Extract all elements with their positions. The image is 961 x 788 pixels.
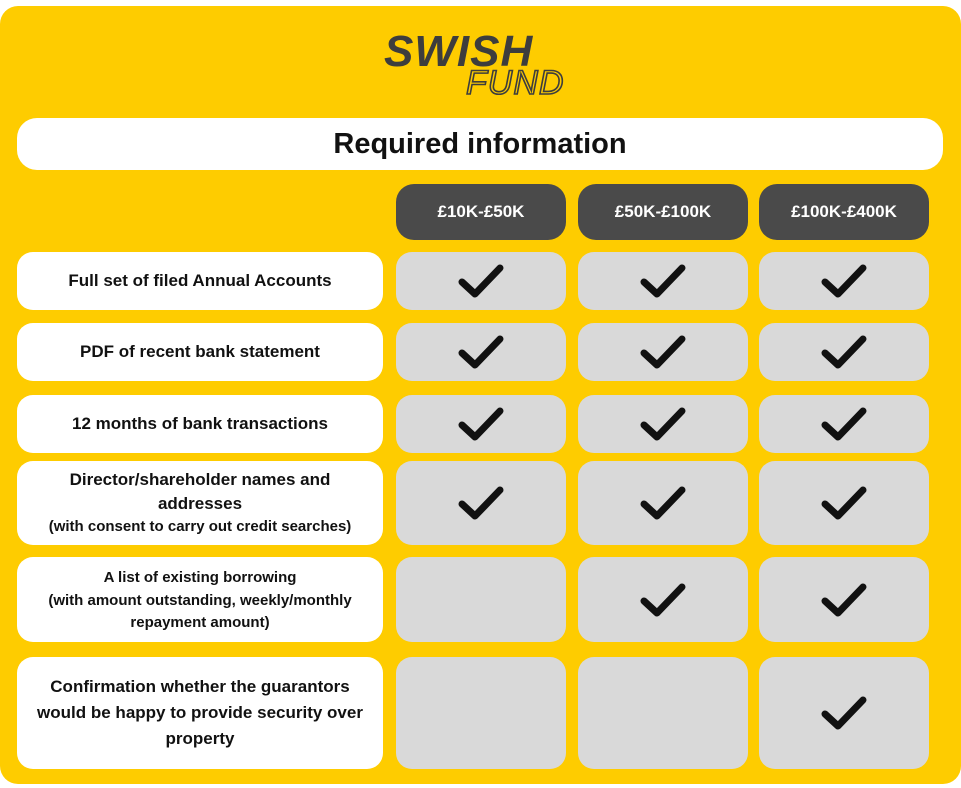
row-label-3: [17, 395, 383, 453]
cell-row6-col1: [396, 657, 566, 769]
check-icon: [820, 693, 868, 733]
row-label-4: [17, 461, 383, 545]
cell-row3-col2: [578, 395, 748, 453]
cell-row4-col3: [759, 461, 929, 545]
logo-word-fund: FUND: [466, 64, 565, 102]
check-icon: [639, 261, 687, 301]
column-header-10k-50k: £10K-£50K: [396, 184, 566, 240]
row-label-text: Confirmation whether the guarantors would be happy to provide security over property: [37, 677, 363, 748]
check-icon: [820, 483, 868, 523]
check-icon: [457, 261, 505, 301]
page-title: Required information: [17, 118, 943, 170]
cell-row1-col1: [396, 252, 566, 310]
cell-row5-col3: [759, 557, 929, 642]
cell-row4-col1: [396, 461, 566, 545]
row-label-6: [17, 657, 383, 769]
check-icon: [457, 404, 505, 444]
check-icon: [639, 332, 687, 372]
row-label-note: (with amount outstanding, weekly/monthly repayment amount): [48, 591, 352, 631]
cell-row3-col3: [759, 395, 929, 453]
cell-row1-col3: [759, 252, 929, 310]
row-label-text: PDF of recent bank statement: [80, 342, 320, 361]
cell-row6-col2: [578, 657, 748, 769]
check-icon: [639, 580, 687, 620]
row-label-2: [17, 323, 383, 381]
row-label-text: Director/shareholder names and addresses: [69, 470, 331, 513]
cell-row4-col2: [578, 461, 748, 545]
swish-fund-logo: [384, 27, 584, 102]
check-icon: [457, 332, 505, 372]
row-label-text: A list of existing borrowing: [103, 568, 297, 586]
check-icon: [639, 483, 687, 523]
cell-row1-col2: [578, 252, 748, 310]
check-icon: [820, 261, 868, 301]
row-label-1: [17, 252, 383, 310]
cell-row2-col1: [396, 323, 566, 381]
cell-row3-col1: [396, 395, 566, 453]
cell-row6-col3: [759, 657, 929, 769]
cell-row2-col2: [578, 323, 748, 381]
cell-row5-col2: [578, 557, 748, 642]
check-icon: [457, 483, 505, 523]
cell-row5-col1: [396, 557, 566, 642]
cell-row2-col3: [759, 323, 929, 381]
check-icon: [820, 332, 868, 372]
row-label-text: 12 months of bank transactions: [72, 414, 328, 433]
logo-word-swish: SWISH: [384, 27, 534, 76]
check-icon: [639, 404, 687, 444]
row-label-text: Full set of filed Annual Accounts: [68, 271, 332, 290]
check-icon: [820, 580, 868, 620]
row-label-note: (with consent to carry out credit searches): [48, 518, 352, 535]
row-label-5: [17, 557, 383, 642]
column-header-50k-100k: £50K-£100K: [578, 184, 748, 240]
column-header-100k-400k: £100K-£400K: [759, 184, 929, 240]
check-icon: [820, 404, 868, 444]
